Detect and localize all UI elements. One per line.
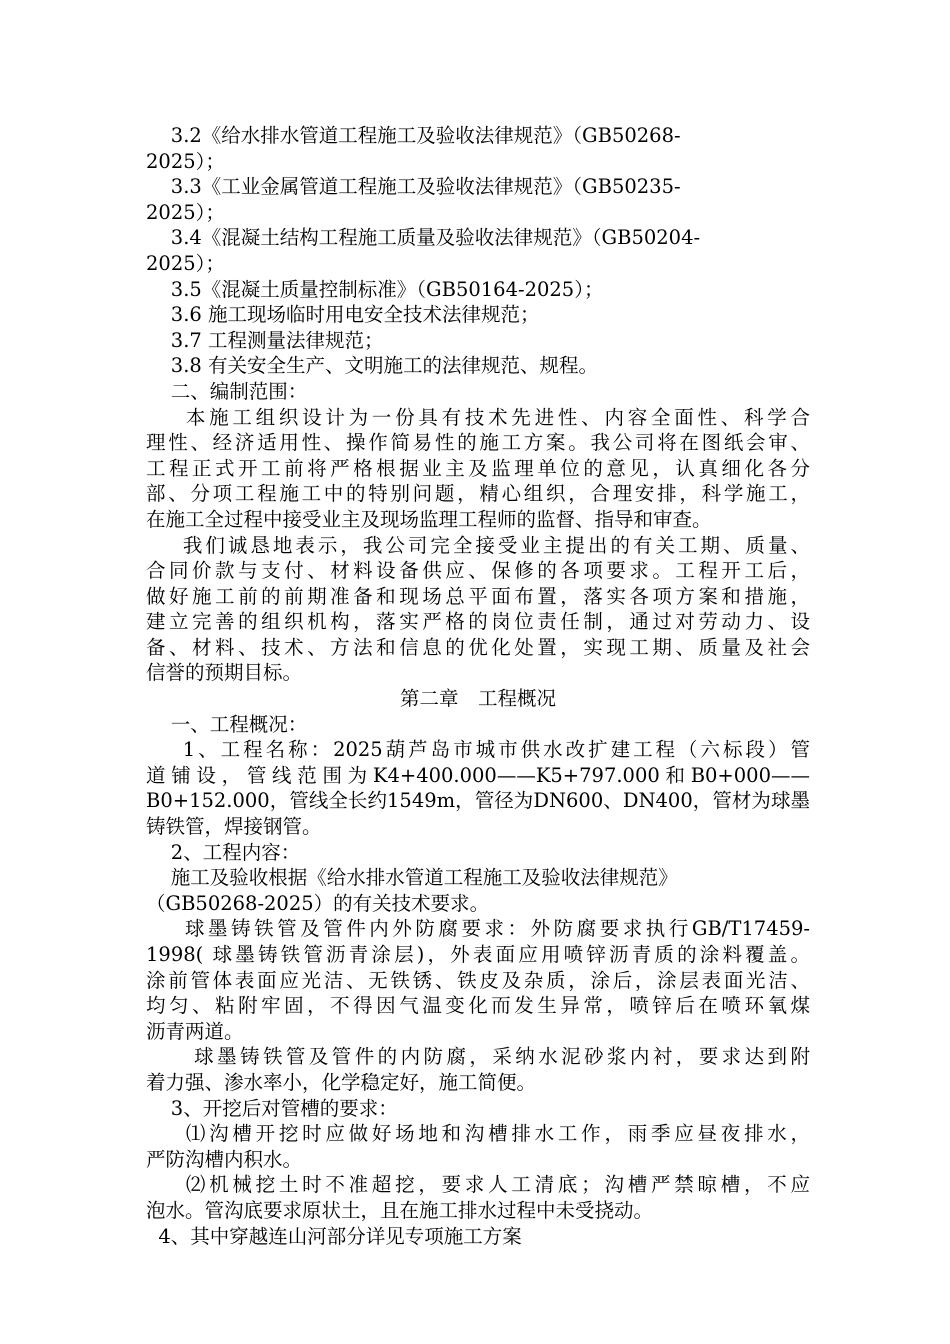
text-line: 备、材料、技术、方法和信息的优化处置，实现工期、质量及社会 (146, 635, 810, 659)
text-line: 信誉的预期目标。 (146, 661, 303, 685)
text-line: 理性、经济适用性、操作简易性的施工方案。我公司将在图纸会审、 (146, 431, 810, 455)
text-line: ⑴沟槽开挖时应做好场地和沟槽排水工作，雨季应昼夜排水， (146, 1122, 810, 1146)
text-line: 1、工程名称：2025葫芦岛市城市供水改扩建工程（六标段）管 (146, 738, 810, 762)
text-line: 着力强、渗水率小，化学稳定好，施工简便。 (146, 1070, 537, 1094)
text-line: 铸铁管，焊接钢管。 (146, 815, 322, 839)
text-line: 涂前管体表面应光洁、无铁锈、铁皮及杂质，涂后，涂层表面光洁、 (146, 968, 810, 992)
text-line: 工程正式开工前将严格根据业主及监理单位的意见，认真细化各分 (146, 456, 810, 480)
text-line: 3.2《给水排水管道工程施工及验收法律规范》（GB50268- (146, 124, 681, 147)
document-body (146, 123, 810, 1249)
text-line: 建立完善的组织机构，落实严格的岗位责任制，通过对劳动力、设 (146, 610, 810, 634)
text-line: 道铺设，管线范围为K4+400.000——K5+797.000和B0+000—— (146, 763, 810, 787)
text-line: 合同价款与支付、材料设备供应、保修的各项要求。工程开工后， (146, 559, 810, 583)
text-line: 2025）； (146, 200, 225, 224)
text-line: 2025）； (146, 251, 225, 275)
text-line: 施工及验收根据《给水排水管道工程施工及验收法律规范》 (146, 866, 678, 890)
text-line: 在施工全过程中接受业主及现场监理工程师的监督、指导和审查。 (146, 507, 712, 531)
text-line: 泡水。管沟底要求原状土，且在施工排水过程中未受挠动。 (146, 1198, 654, 1222)
text-line: 部、分项工程施工中的特别问题，精心组织，合理安排，科学施工， (146, 482, 810, 506)
text-line: 4、其中穿越连山河部分详见专项施工方案 (146, 1224, 522, 1248)
text-line: 2、工程内容： (146, 840, 301, 864)
text-line: 3.8 有关安全生产、文明施工的法律规范、规程。 (146, 354, 599, 378)
text-line: 3.4《混凝土结构工程施工质量及验收法律规范》（GB50204- (146, 226, 701, 250)
text-line: 3.5《混凝土质量控制标准》（GB50164-2025）； (146, 277, 604, 301)
text-line: 3、开挖后对管槽的要求： (146, 1096, 398, 1120)
text-line: 球墨铸铁管及管件的内防腐，采纳水泥砂浆内衬，要求达到附 (146, 1045, 810, 1069)
text-line: 沥青两道。 (146, 1019, 244, 1043)
text-line: 严防沟槽内积水。 (146, 1147, 303, 1171)
text-line: 3.3《工业金属管道工程施工及验收法律规范》（GB50235- (146, 175, 681, 199)
text-line: 做好施工前的前期准备和现场总平面布置，落实各项方案和措施， (146, 584, 810, 608)
text-line: 本施工组织设计为一份具有技术先进性、内容全面性、科学合 (146, 405, 810, 429)
text-line: 均匀、粘附牢固，不得因气温变化而发生异常，喷锌后在喷环氧煤 (146, 994, 810, 1018)
text-line: ⑵机械挖土时不准超挖，要求人工清底；沟槽严禁晾槽，不应 (146, 1173, 810, 1197)
text-line: 1998( 球墨铸铁管沥青涂层)，外表面应用喷锌沥青质的涂料覆盖。 (146, 943, 810, 966)
text-line: 3.7 工程测量法律规范； (146, 328, 384, 352)
text-line: 二、编制范围： (146, 379, 308, 403)
chapter-heading: 第二章 工程概况 (399, 687, 556, 711)
text-line: （GB50268-2025）的有关技术要求。 (146, 891, 490, 915)
text-line: 我们诚恳地表示，我公司完全接受业主提出的有关工期、质量、 (146, 533, 810, 557)
text-line: 2025）； (146, 149, 225, 173)
text-line: 球墨铸铁管及管件内外防腐要求：外防腐要求执行GB/T17459- (146, 917, 810, 941)
text-line: 一、工程概况： (146, 712, 308, 736)
text-line: B0+152.000，管线全长约1549m，管径为DN600、DN400，管材为球墨 (146, 789, 810, 813)
text-line: 3.6 施工现场临时用电安全技术法律规范； (146, 303, 540, 327)
